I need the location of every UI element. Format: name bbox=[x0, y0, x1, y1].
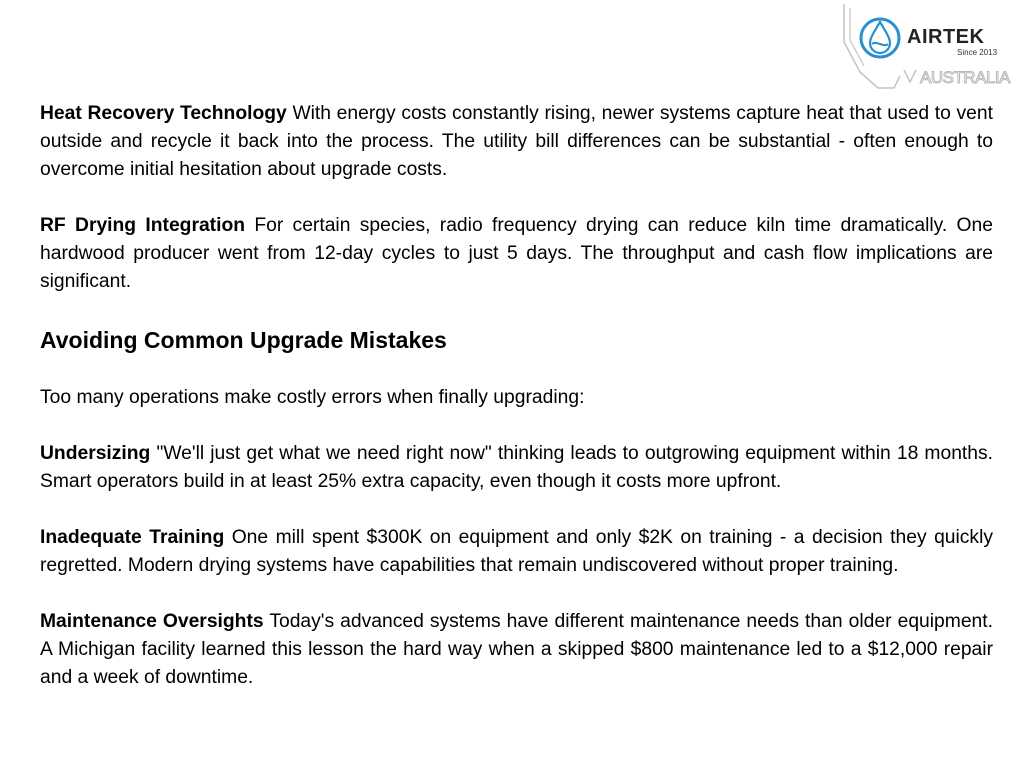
paragraph-rf-drying bbox=[40, 212, 993, 296]
term-heat-recovery: Heat Recovery Technology bbox=[40, 103, 287, 124]
text-rf-drying: For certain species, radio frequency drying can reduce kiln time dramatically. One hardwood producer went from 12-day cycles to just 5 days. The throughput and cash flow implications are significant. bbox=[40, 215, 993, 292]
intro-paragraph: Too many operations make costly errors when finally upgrading: bbox=[40, 387, 585, 408]
text-undersizing: "We'll just get what we need right now" thinking leads to outgrowing equipment within 18 months. Smart operators build in at least 25% extra capacity, even though it costs more upfront. bbox=[40, 443, 993, 492]
logo-country-text: AUSTRALIA bbox=[920, 68, 1010, 87]
paragraph-training bbox=[40, 524, 993, 580]
document-body bbox=[40, 100, 993, 720]
logo-brand-name: AIRTEK bbox=[907, 26, 985, 48]
paragraph-maintenance bbox=[40, 608, 993, 692]
text-maintenance: Today's advanced systems have different maintenance needs than older equipment. A Michigan facility learned this lesson the hard way when a skipped $800 maintenance led to a $12,000 repair and a week of downtime. bbox=[40, 611, 993, 688]
term-undersizing: Undersizing bbox=[40, 443, 151, 464]
paragraph-undersizing bbox=[40, 440, 993, 496]
text-heat-recovery: With energy costs constantly rising, newer systems capture heat that used to vent outside and recycle it back into the process. The utility bill differences can be substantial - often enough to overcome initial hesitation about upgrade costs. bbox=[40, 103, 993, 180]
section-heading: Avoiding Common Upgrade Mistakes bbox=[40, 327, 447, 353]
logo-since-text: Since 2013 bbox=[957, 48, 998, 57]
term-rf-drying: RF Drying Integration bbox=[40, 215, 246, 236]
text-training: One mill spent $300K on equipment and only $2K on training - a decision they quickly regretted. Modern drying systems have capabilities that remain undiscovered without proper training. bbox=[40, 527, 993, 576]
airtek-logo bbox=[838, 2, 1024, 92]
paragraph-heat-recovery bbox=[40, 100, 993, 184]
term-maintenance: Maintenance Oversights bbox=[40, 611, 264, 632]
term-training: Inadequate Training bbox=[40, 527, 225, 548]
